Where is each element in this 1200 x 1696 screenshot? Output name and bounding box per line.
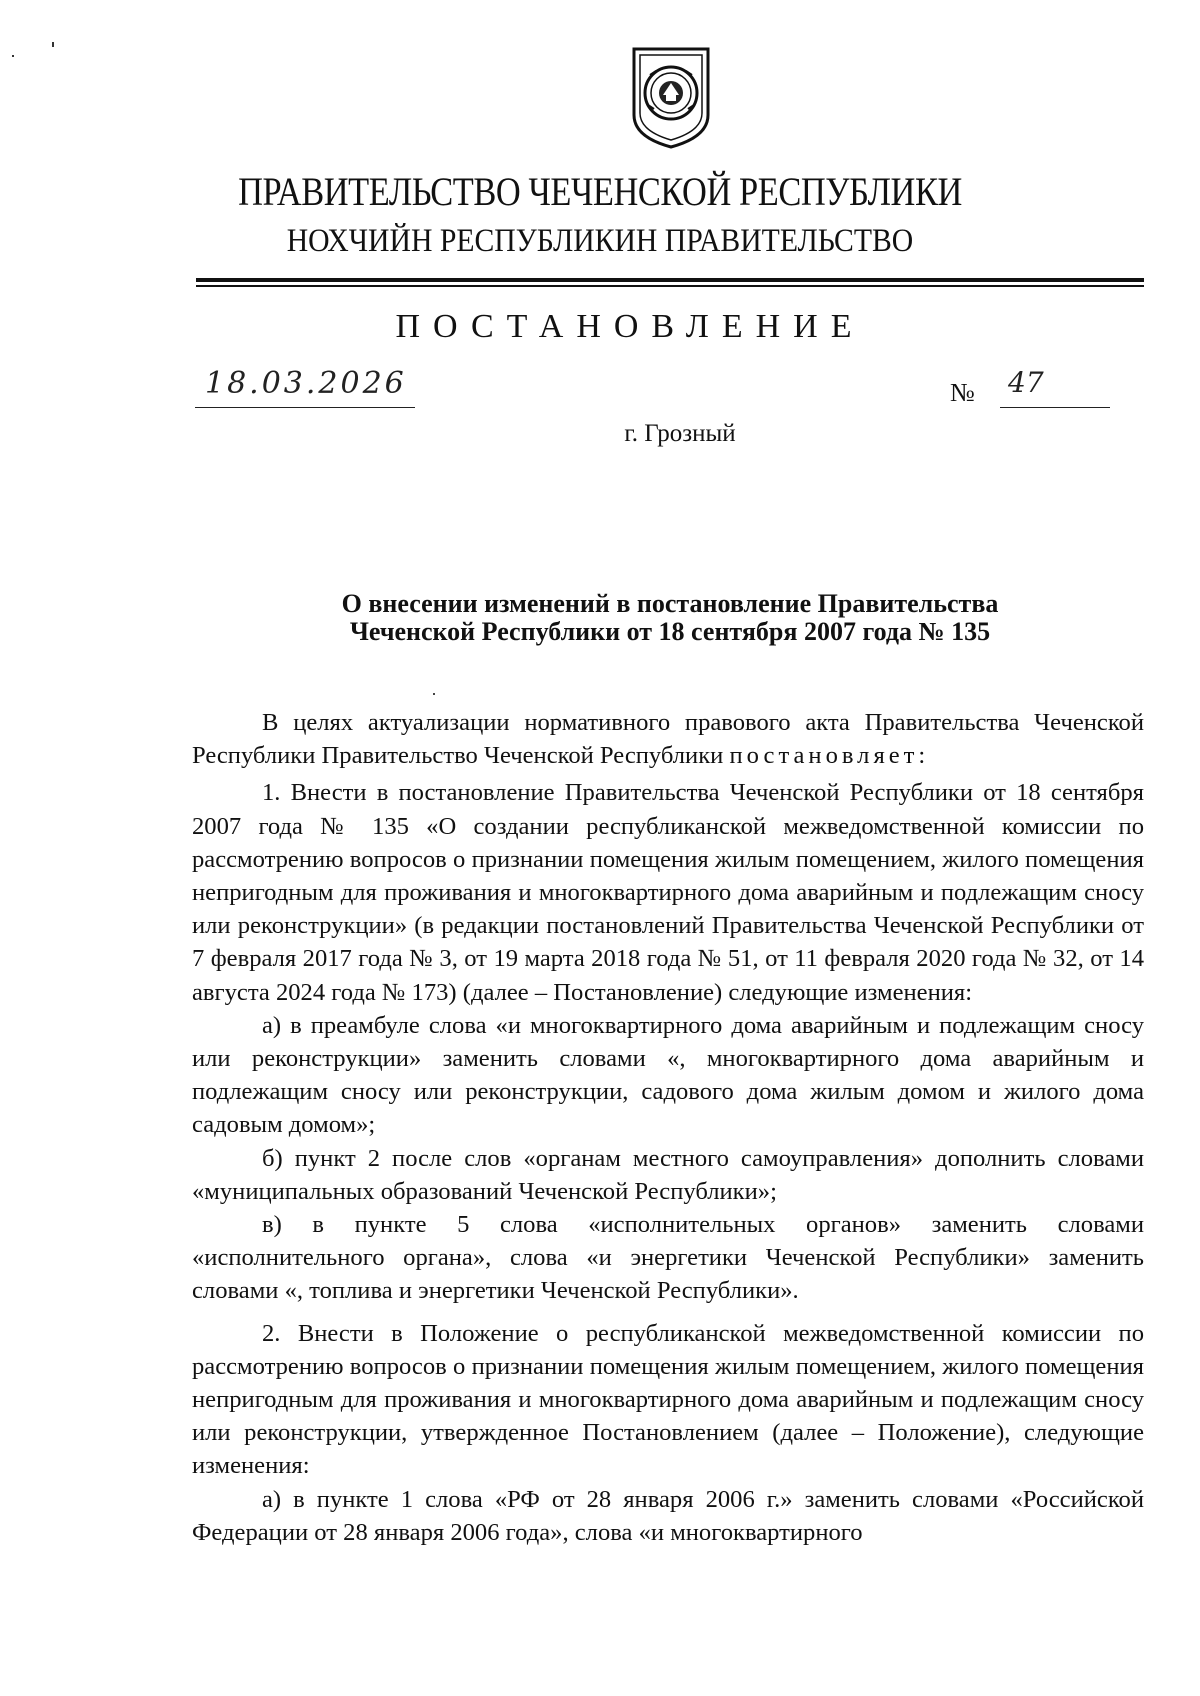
government-title-chechen: НОХЧИЙН РЕСПУБЛИКИН ПРАВИТЕЛЬСТВО [286,223,914,259]
clause-1c: в) в пункте 5 слова «исполнительных органов» заменить словами «исполнительного органа», слова «и энергетики Чеченской Республики» заменить словами «, топлива и энергетики Чеченской Республики». [192,1211,1144,1305]
scan-speck [52,42,54,47]
intro-paragraph [192,706,1144,772]
intro-text: В целях актуализации нормативного правового акта Правительства Чеченской Республики Правительство Чеченской Республики [192,709,1144,770]
coat-of-arms-emblem [630,45,712,150]
resolution-heading [0,590,1200,646]
clause-2a: а) в пункте 1 слова «РФ от 28 января 2006 г.» заменить словами «Российской Федерации от 28 января 2006 года», слова «и многоквартирного [192,1485,1144,1546]
document-body [192,706,1144,1549]
clause-1b: б) пункт 2 после слов «органам местного самоуправления» дополнить словами «муниципальных образований Чеченской Республики»; [192,1144,1144,1205]
clause-2: 2. Внести в Положение о республиканской межведомственной комиссии по рассмотрению вопросов о признании помещения жилым помещением, жилого помещения непригодным для проживания и многоквартирного дома аварийным и подлежащим сносу или реконструкции, утвержденное Постановлением (далее – Положение), следующие изменения: [192,1319,1144,1480]
header-divider-thin [196,285,1144,287]
scan-speck [433,693,435,695]
document-type-title: ПОСТАНОВЛЕНИЕ [395,308,865,345]
header-divider-thick [196,278,1144,282]
heading-line-1: О внесении изменений в постановление Правительства [341,589,999,618]
resolves-word: постановляет: [729,742,930,770]
clause-1a: а) в преамбуле слова «и многоквартирного дома аварийным и подлежащим сносу или реконструкции» заменить словами «, многоквартирного дома аварийным и подлежащим сносу или реконструкции, садового дома жилым домом и жилого дома садовым домом»; [192,1011,1144,1139]
document-number-handwritten: 47 [1000,366,1110,408]
city-line: г. Грозный [624,420,736,447]
heading-line-2: Чеченской Республики от 18 сентября 2007 года № 135 [349,617,991,646]
number-label: № [950,378,975,407]
clause-1: 1. Внести в постановление Правительства Чеченской Республики от 18 сентября 2007 года № 135 «О создании республиканской межведомственной комиссии по рассмотрению вопросов о признании помещения жилым помещением, жилого помещения непригодным для проживания и многоквартирного дома аварийным и подлежащим сносу или реконструкции» (в редакции постановлений Правительства Чеченской Республики от 7 февраля 2017 года № 3, от 19 марта 2018 года № 51, от 11 февраля 2020 года № 32, от 14 августа 2024 года № 173) (далее – Постановление) следующие изменения: [192,779,1144,1006]
document-date-handwritten: 18.03.2026 [195,366,415,408]
government-title-russian: ПРАВИТЕЛЬСТВО ЧЕЧЕНСКОЙ РЕСПУБЛИКИ [238,169,962,214]
scan-speck [12,55,14,57]
